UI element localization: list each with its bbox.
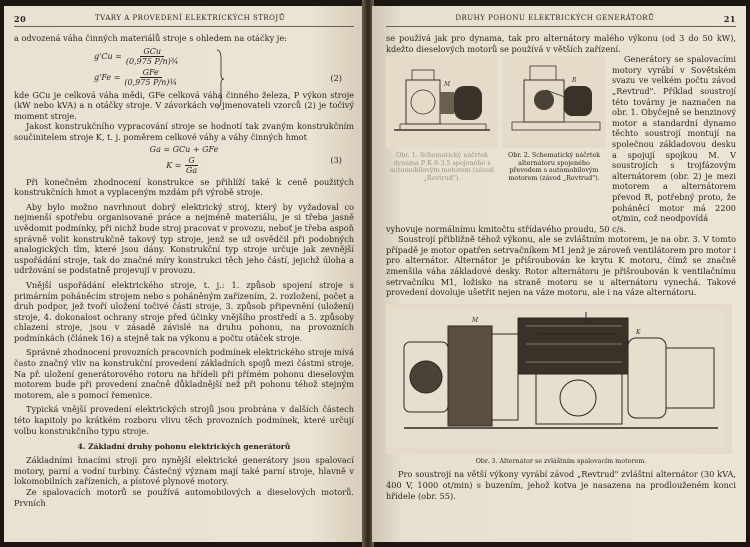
figure-1-caption: Obr. 1. Schematický náčrtek dynama P K 8-3,5 spojeného s automobilovým motorem (závod „Revtrud"). <box>389 151 495 182</box>
figure-3 <box>386 304 736 466</box>
intro-right-paragraph: se používá jak pro dynama, tak pro alternátory malého výkonu (od 3 do 50 kW), kdežto dieselových motorů se používá v větších zařízení. <box>386 33 736 54</box>
typical-designs-paragraph: Typická vnější provedení elektrických strojů jsou probrána v dalších částech této kapitoly po krátkém rozboru vlivu těch provozních podmínek, které určují volbu konstrukčního typu stroje. <box>14 404 354 436</box>
right-page-number: 21 <box>723 14 736 24</box>
figure-3-caption: Obr. 3. Alternátor se zvláštním spalovacím motorem. <box>475 456 647 465</box>
figure-2-drawing <box>502 56 606 148</box>
svg-text:M: M <box>472 316 479 324</box>
left-header-title: TVARY A PROVEDENÍ ELEKTRICKÝCH STROJŮ <box>94 14 286 22</box>
figure-1-drawing <box>386 56 498 148</box>
equation-gfe: g'Fe = $\frac{\text{GFe}}{\text{(0,975 P/n)¾}}$ <box>94 67 178 87</box>
generators-paragraph: Generátory se spalovacími motory vyrábí v Sovětském svazu ve velkém počtu závod „Revtrud". Příklad soustrojí této továrny je naznačen na obr. 1. Obyčejně se benzinový motor a standardní dynamo těchto soustrojí montují na společnou základovou desku a spojují spojkou M. V soustrojích s trojfázovým alternátorem (obr. 2) je mezi motorem a alternátorem převod R, potřebný proto, že poháněcí motor má 2200 ot/min, což neodpovídá <box>612 54 736 224</box>
figure-2 <box>502 56 606 182</box>
figures-and-text <box>386 54 736 224</box>
cost-paragraph: Při konečném zhodnocení konstrukce se přihlíží také k ceně použitých konstrukčních hmot a vyplaceným mzdám při výrobě stroje. <box>14 176 354 198</box>
combustion-engines-paragraph: Ze spalovacích motorů se používá automobilových a dieselových motorů. Prvních <box>14 487 354 508</box>
design-paragraph: Aby bylo možno navrhnout dobrý elektrický stroj, který by vyžadoval co nejmenší spotřebu organisované práce a nejméně materiálu, je si třeba jasně uvědomit podmínky, při nichž bude stroj pracovat v provozu, neboť je třeba aspoň správně volit konstrukčně takový typ stroje, jenž se už osvědčil při podobných analogických tlm, které jsou dány. Konstrukční typ stroje určuje jak zevnější uspořádání stroje, tak do značné míry konstrukci těch jeho částí, jejichž úloha a udržování se podstatně projevují v provozu. <box>14 201 354 276</box>
figure-2-caption: Obr. 2. Schematický náčrtek alternátoru spojeného převodem s automobilovým motorem (závod „Revtrud"). <box>507 151 601 182</box>
right-running-head <box>386 14 736 27</box>
right-page <box>372 6 746 542</box>
equation-number-2: (2) <box>330 72 342 83</box>
prime-movers-paragraph: Základními hnacími stroji pro nynější elektrické generátory jsou spalovací motory, parní a vodní turbiny. Částečný význam mají také parní stroje, hlavně v lokomobilních zařízeních, a pístové plynové motory. <box>14 455 354 487</box>
figure-3-drawing <box>386 304 732 454</box>
svg-text:K: K <box>636 328 641 336</box>
equation-gcu: g'Cu = $\frac{\text{GCu}}{\text{(0,975 P/n)¾}}$ <box>94 46 179 66</box>
where-paragraph: kde GCu je celková váha mědi, GFe celková váha činného železa, P výkon stroje (kW nebo kVA) a n otáčky stroje. V závorkách ve jmenovateli vzorců (2) je točivý moment stroje. <box>14 89 354 121</box>
special-engine-paragraph: Soustrojí přibližně téhož výkonu, ale se zvláštním motorem, je na obr. 3. V tomto případě je motor opatřen setrvačníkem M1 jenž je zároveň ventilátorem pro motor i pro alternátor. Alternátor je přišroubován ke krytu K motoru, čímž se značně zmenšila váha základové desky. Rotor alternátoru je přišroubován k ventilačnímu setrvačníku M1, ložisko na straně motoru se u alternátoru vynechá. Takové provedení dovoluje ušetřit nejen na váze motoru, ale i na váze alternátoru. <box>386 234 736 298</box>
figure-1 <box>386 56 498 182</box>
equation-brace <box>216 49 224 109</box>
frequency-paragraph: vyhovuje normálnímu kmitočtu střídavého proudu, 50 c/s. <box>386 223 627 234</box>
larger-output-paragraph: Pro soustrojí na větší výkony vyrábí závod „Revtrud" zvláštní alternátor (30 kVA, 400 V, 1000 ot/min) s buzením, jehož kotva je nasazena na prodlouženém konci hřídele (obr. 55). <box>386 469 736 501</box>
equation-3-block <box>14 145 354 175</box>
equation-2-block <box>94 47 354 87</box>
evaluation-paragraph: Správné zhodnocení provozních pracovních podmínek elektrického stroje mívá často značný vliv na konstrukční provedení základních spojů mezi částmi stroje. Na př. uložení generátorového rotoru na hřídeli při přímém pohonu dieselovým motorem bude při provedení značně důkladnější než při pohonu téhož stejným motorem, ale s pomocí řemenice. <box>14 347 354 400</box>
equation-number-3: (3) <box>330 154 342 165</box>
figures-column <box>386 54 606 224</box>
quality-paragraph: Jakost konstrukčního vypracování stroje se hodnotí tak zvaným konstrukčním součinitelem stroje K, t. j. poměrem celkové váhy a váhy činných hmot <box>14 121 354 142</box>
svg-text:M: M <box>444 81 451 89</box>
left-page-number: 20 <box>14 14 27 24</box>
left-page <box>4 6 364 542</box>
equation-ga: Ga = GCu + GFe <box>149 144 219 154</box>
figure-row <box>386 56 606 182</box>
left-running-head <box>14 14 354 27</box>
external-arrangement-paragraph: Vnější uspořádání elektrického stroje, t. j.: 1. způsob spojení stroje s primárním poháněcím strojem nebo s poháněným zařízením, 2. rozložení, počet a druh podpor, jež tvoří uložení točivé části stroje, 3. způsob připevnění (uložení) stroje, 4. dokonalost ochrany stroje před účinky vnějšího prostředí a 5. způsoby chlazení stroje, jsou v zásadě závislé na druhu pohonu, na provozních podmínkách (článek 16) a stejně tak na výkonu a počtu otáček stroje. <box>14 279 354 343</box>
text-column <box>606 54 736 224</box>
svg-text:R: R <box>572 77 577 85</box>
section-heading: 4. Základní druhy pohonu elektrických generátorů <box>77 442 291 452</box>
equation-k: K = $\frac{G}{Ga}$ <box>166 155 198 175</box>
intro-text: a odvozená váha činných materiálů stroje s ohledem na otáčky je: <box>14 33 287 43</box>
right-header-title: DRUHY POHONU ELEKTRICKÝCH GENERÁTORŮ <box>455 14 655 22</box>
